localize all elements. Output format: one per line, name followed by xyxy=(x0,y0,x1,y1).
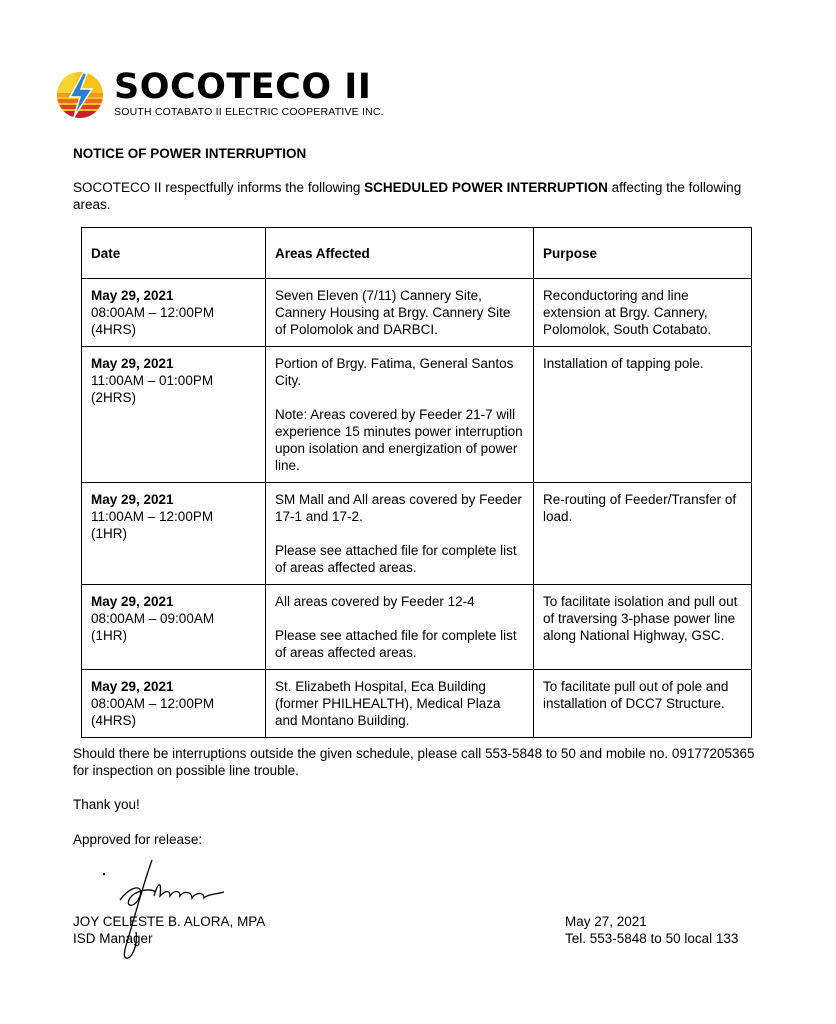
row-duration: (1HR) xyxy=(91,526,127,541)
row-note: Please see attached file for complete list of areas affected areas. xyxy=(275,628,517,660)
date-cell xyxy=(82,585,266,670)
intro-paragraph xyxy=(73,179,763,213)
signer-name: JOY CELESTE B. ALORA, MPA xyxy=(73,914,266,929)
row-areas: Seven Eleven (7/11) Cannery Site, Cannery Housing at Brgy. Cannery Site of Polomolok and DARBCI. xyxy=(275,288,511,337)
header-date: Date xyxy=(82,228,266,279)
table-row xyxy=(82,347,752,483)
interruption-schedule-table xyxy=(81,227,752,738)
date-cell xyxy=(82,483,266,585)
row-duration: (4HRS) xyxy=(91,322,137,337)
areas-cell xyxy=(266,279,534,347)
header-areas-affected: Areas Affected xyxy=(266,228,534,279)
row-time: 08:00AM – 09:00AM xyxy=(91,611,215,626)
row-areas: St. Elizabeth Hospital, Eca Building (former PHILHEALTH), Medical Plaza and Montano Building. xyxy=(275,679,501,728)
areas-cell xyxy=(266,585,534,670)
row-date: May 29, 2021 xyxy=(91,492,174,507)
row-purpose: To facilitate pull out of pole and installation of DCC7 Structure. xyxy=(543,679,729,711)
areas-cell xyxy=(266,483,534,585)
lightning-bolt-logo-icon xyxy=(56,71,104,119)
row-time: 08:00AM – 12:00PM xyxy=(91,696,215,711)
purpose-cell xyxy=(534,483,752,585)
row-time: 11:00AM – 01:00PM xyxy=(91,373,214,388)
row-time: 08:00AM – 12:00PM xyxy=(91,305,215,320)
row-areas: All areas covered by Feeder 12-4 xyxy=(275,594,475,609)
purpose-cell xyxy=(534,585,752,670)
organization-subtitle: SOUTH COTABATO II ELECTRIC COOPERATIVE INC. xyxy=(114,106,384,118)
row-areas: Portion of Brgy. Fatima, General Santos City. xyxy=(275,356,514,388)
areas-cell xyxy=(266,670,534,738)
row-date: May 29, 2021 xyxy=(91,356,174,371)
purpose-cell xyxy=(534,279,752,347)
row-purpose: Re-routing of Feeder/Transfer of load. xyxy=(543,492,737,524)
issue-date: May 27, 2021 xyxy=(565,914,647,929)
row-duration: (1HR) xyxy=(91,628,127,643)
notice-title: NOTICE OF POWER INTERRUPTION xyxy=(73,146,307,161)
row-time: 11:00AM – 12:00PM xyxy=(91,509,214,524)
contact-paragraph: Should there be interruptions outside the given schedule, please call 553-5848 to 50 and mobile no. 09177205365 for inspection on possible line trouble. xyxy=(73,746,755,778)
row-duration: (4HRS) xyxy=(91,713,137,728)
table-row xyxy=(82,585,752,670)
signer-block xyxy=(73,913,265,947)
intro-text-end: affecting the following areas. xyxy=(73,180,742,212)
areas-cell xyxy=(266,347,534,483)
intro-text-emphasis: SCHEDULED POWER INTERRUPTION xyxy=(364,180,608,195)
header-purpose: Purpose xyxy=(534,228,752,279)
purpose-cell xyxy=(534,670,752,738)
signer-title: ISD Manager xyxy=(73,931,153,946)
date-cell xyxy=(82,347,266,483)
date-cell xyxy=(82,279,266,347)
row-note: Note: Areas covered by Feeder 21-7 will experience 15 minutes power interruption upon isolation and energization of power line. xyxy=(275,407,523,473)
intro-text-start: SOCOTECO II respectfully informs the following xyxy=(73,180,365,195)
organization-name: SOCOTECO II xyxy=(114,67,372,107)
thank-you-text: Thank you! xyxy=(73,797,140,812)
telephone: Tel. 553-5848 to 50 local 133 xyxy=(565,931,739,946)
row-duration: (2HRS) xyxy=(91,390,137,405)
date-contact-block xyxy=(565,913,738,947)
row-purpose: Reconductoring and line extension at Brgy. Cannery, Polomolok, South Cotabato. xyxy=(543,288,712,337)
row-date: May 29, 2021 xyxy=(91,288,174,303)
approved-for-release-label: Approved for release: xyxy=(73,832,203,847)
row-purpose: To facilitate isolation and pull out of traversing 3-phase power line along National Highway, GSC. xyxy=(543,594,738,643)
purpose-cell xyxy=(534,347,752,483)
row-areas: SM Mall and All areas covered by Feeder 17-1 and 17-2. xyxy=(275,492,522,524)
row-date: May 29, 2021 xyxy=(91,594,174,609)
date-cell xyxy=(82,670,266,738)
table-header-row xyxy=(82,228,752,279)
table-row xyxy=(82,279,752,347)
table-row xyxy=(82,483,752,585)
company-logo xyxy=(56,67,416,122)
row-date: May 29, 2021 xyxy=(91,679,174,694)
table-row xyxy=(82,670,752,738)
row-note: Please see attached file for complete list of areas affected areas. xyxy=(275,543,517,575)
row-purpose: Installation of tapping pole. xyxy=(543,356,704,371)
